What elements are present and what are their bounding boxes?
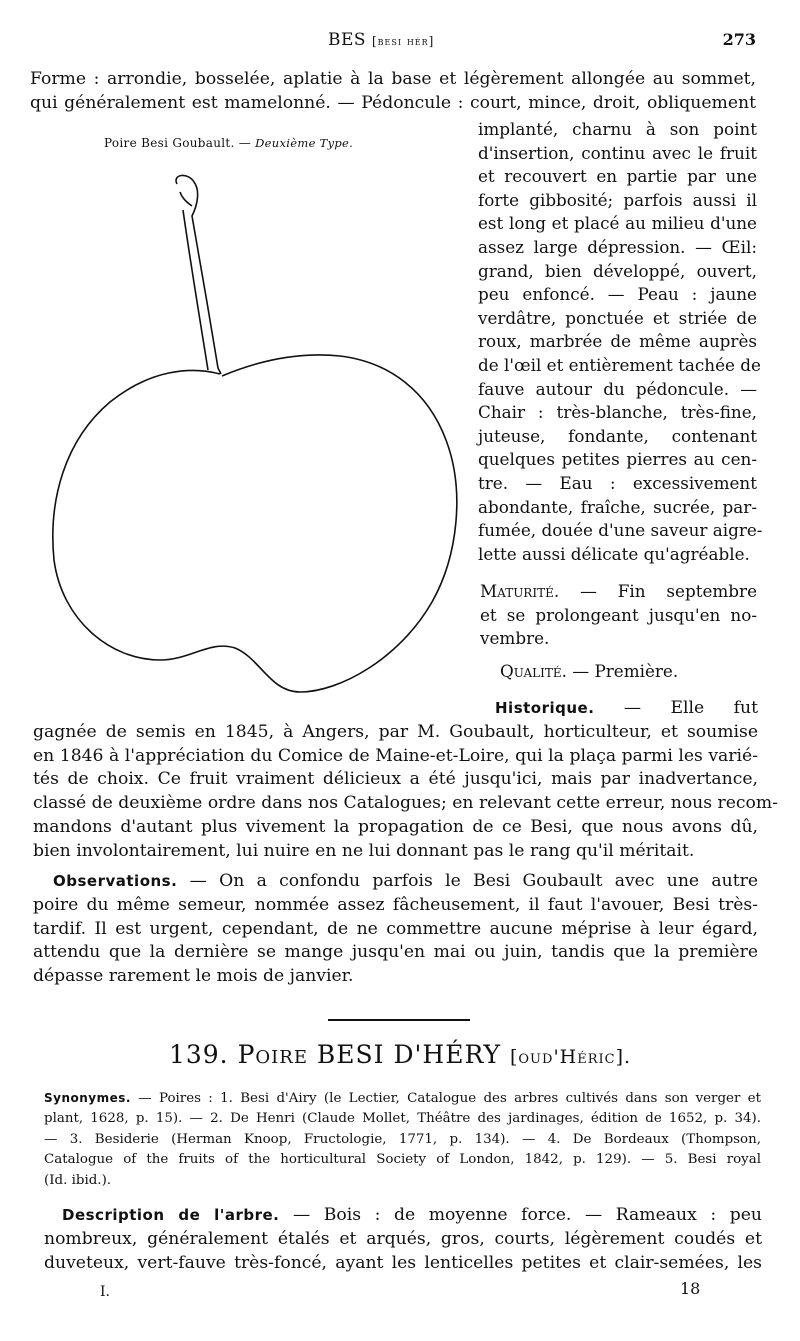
section-poire: Poire <box>237 1040 308 1069</box>
right-column-text <box>478 118 763 566</box>
observations-paragraph <box>33 870 758 989</box>
description-line: duveteux, vert-fauve très-foncé, ayant les lenticelles petites et clair-semées, les <box>44 1252 762 1273</box>
running-title-main: BES <box>328 30 367 50</box>
right-column-line: fumée, douée d'une saveur aigre- <box>478 520 763 541</box>
pear-stem <box>176 175 221 374</box>
right-column-line: de l'œil et entièrement tachée de <box>478 354 761 375</box>
right-column-line: assez large dépression. — Œil: <box>478 236 757 257</box>
pear-illustration <box>40 170 470 700</box>
historique-line: tés de choix. Ce fruit vraiment délicieux a été jusqu'ici, mais par inadvertance, <box>33 769 758 790</box>
historique-paragraph <box>33 697 778 864</box>
qualite-text: — Première. <box>572 661 679 681</box>
historique-line: — Elle fut <box>623 698 758 718</box>
page-number: 273 <box>722 30 756 49</box>
synonymes-line: (Id. ibid.). <box>44 1172 112 1188</box>
running-header <box>0 30 800 54</box>
observations-line: dépasse rarement le mois de janvier. <box>33 966 354 987</box>
historique-line: en 1846 à l'appréciation du Comice de Maine-et-Loire, qui la plaça parmi les varié- <box>33 745 758 766</box>
observations-line: tardif. Il est urgent, cependant, de ne commettre aucune méprise à leur égard, <box>33 918 758 939</box>
right-column-line: fauve autour du pédoncule. — <box>478 378 757 399</box>
maturite-line: vembre. <box>480 628 550 649</box>
synonymes-line: — Poires : 1. Besi d'Airy (le Lectier, Catalogue des arbres cultivés dans son verger et <box>138 1091 761 1106</box>
right-column-line: quelques petites pierres au cen- <box>478 449 757 470</box>
historique-line: classé de deuxième ordre dans nos Catalogues; en relevant cette erreur, nous recom- <box>33 793 778 814</box>
maturite-line: et se prolongeant jusqu'en no- <box>480 604 757 625</box>
qualite-paragraph <box>500 660 760 684</box>
qualite-label: Qualité. <box>500 661 567 681</box>
running-title <box>328 30 434 50</box>
section-bracket-close: ]. <box>615 1046 632 1068</box>
right-column-line: forte gibbosité; parfois aussi il <box>478 189 757 210</box>
observations-label: Observations. <box>53 872 178 890</box>
historique-label: Historique. <box>495 699 595 717</box>
section-number: 139. <box>168 1040 229 1069</box>
section-divider <box>328 1019 470 1021</box>
right-column-line: Chair : très-blanche, très-fine, <box>478 402 757 423</box>
intro-paragraph <box>30 68 756 116</box>
description-line: nombreux, généralement étalés et arqués, gros, courts, légèrement coudés et <box>44 1228 762 1249</box>
intro-line: Forme : arrondie, bosselée, aplatie à la base et légèrement allongée au sommet, <box>30 69 756 89</box>
right-column-line: et recouvert en partie par une <box>478 166 757 187</box>
description-label: Description de l'arbre. <box>62 1206 280 1224</box>
right-column-line: abondante, fraîche, sucrée, par- <box>478 496 757 517</box>
figure-caption <box>104 136 353 150</box>
description-paragraph <box>44 1204 762 1275</box>
synonymes-label: Synonymes. <box>44 1091 131 1105</box>
observations-line: poire du même semeur, nommée assez fâcheusement, il faut l'avouer, Besi très- <box>33 894 758 915</box>
historique-line: gagnée de semis en 1845, à Angers, par M. Goubault, horticulteur, et soumise <box>33 721 758 742</box>
section-title <box>0 1040 800 1069</box>
figure-caption-subtitle: Deuxième Type. <box>255 136 354 150</box>
right-column-line: lette aussi délicate qu'agréable. <box>478 543 750 564</box>
right-column-line: juteuse, fondante, contenant <box>478 425 757 446</box>
right-column-line: grand, bien développé, ouvert, <box>478 260 757 281</box>
observations-line: — On a confondu parfois le Besi Goubault avec une autre <box>189 871 758 891</box>
right-column-line: d'insertion, continu avec le fruit <box>478 142 757 163</box>
maturite-paragraph <box>480 580 757 651</box>
intro-line: qui généralement est mamelonné. — Pédoncule : court, mince, droit, obliquement <box>30 92 756 113</box>
right-column-line: roux, marbrée de même auprès <box>478 331 757 352</box>
description-line: — Bois : de moyenne force. — Rameaux : peu <box>292 1205 762 1225</box>
right-column-line: verdâtre, ponctuée et striée de <box>478 307 757 328</box>
right-column-line: tre. — Eau : excessivement <box>478 472 757 493</box>
maturite-label: Maturité. <box>480 581 560 601</box>
right-column-line: peu enfoncé. — Peau : jaune <box>478 284 757 305</box>
signature-mark-right: 18 <box>680 1279 701 1298</box>
section-alt-name: d'Héric <box>542 1046 616 1068</box>
running-title-bracket: [besi hér] <box>371 34 435 48</box>
synonymes-line: plant, 1628, p. 15). — 2. De Henri (Claude Mollet, Théâtre des jardinages, édition de 1652, p. 34). <box>44 1111 761 1127</box>
historique-line: mandons d'autant plus vivement la propagation de ce Besi, que nous avons dû, <box>33 816 758 837</box>
section-name: BESI D'HÉRY <box>316 1040 502 1069</box>
signature-mark-left: I. <box>100 1284 110 1300</box>
synonymes-line: Catalogue of the fruits of the horticultural Society of London, 1842, p. 129). — 5. Besi royal <box>44 1152 761 1168</box>
synonymes-line: — 3. Besiderie (Herman Knoop, Fructologie, 1771, p. 134). — 4. De Bordeaux (Thompson, <box>44 1131 761 1147</box>
maturite-line: — Fin septembre <box>580 581 757 601</box>
observations-line: attendu que la dernière se mange jusqu'en mai ou juin, tandis que la première <box>33 942 758 963</box>
section-bracket-open: [ou <box>509 1046 543 1068</box>
right-column-line: implanté, charnu à son point <box>478 119 757 139</box>
figure-caption-title: Poire Besi Goubault. — <box>104 136 252 150</box>
right-column-line: est long et placé au milieu d'une <box>478 213 757 234</box>
pear-outline <box>53 355 457 692</box>
synonymes-paragraph <box>44 1088 761 1191</box>
historique-line: bien involontairement, lui nuire en ne lui donnant pas le rang qu'il méritait. <box>33 840 695 861</box>
